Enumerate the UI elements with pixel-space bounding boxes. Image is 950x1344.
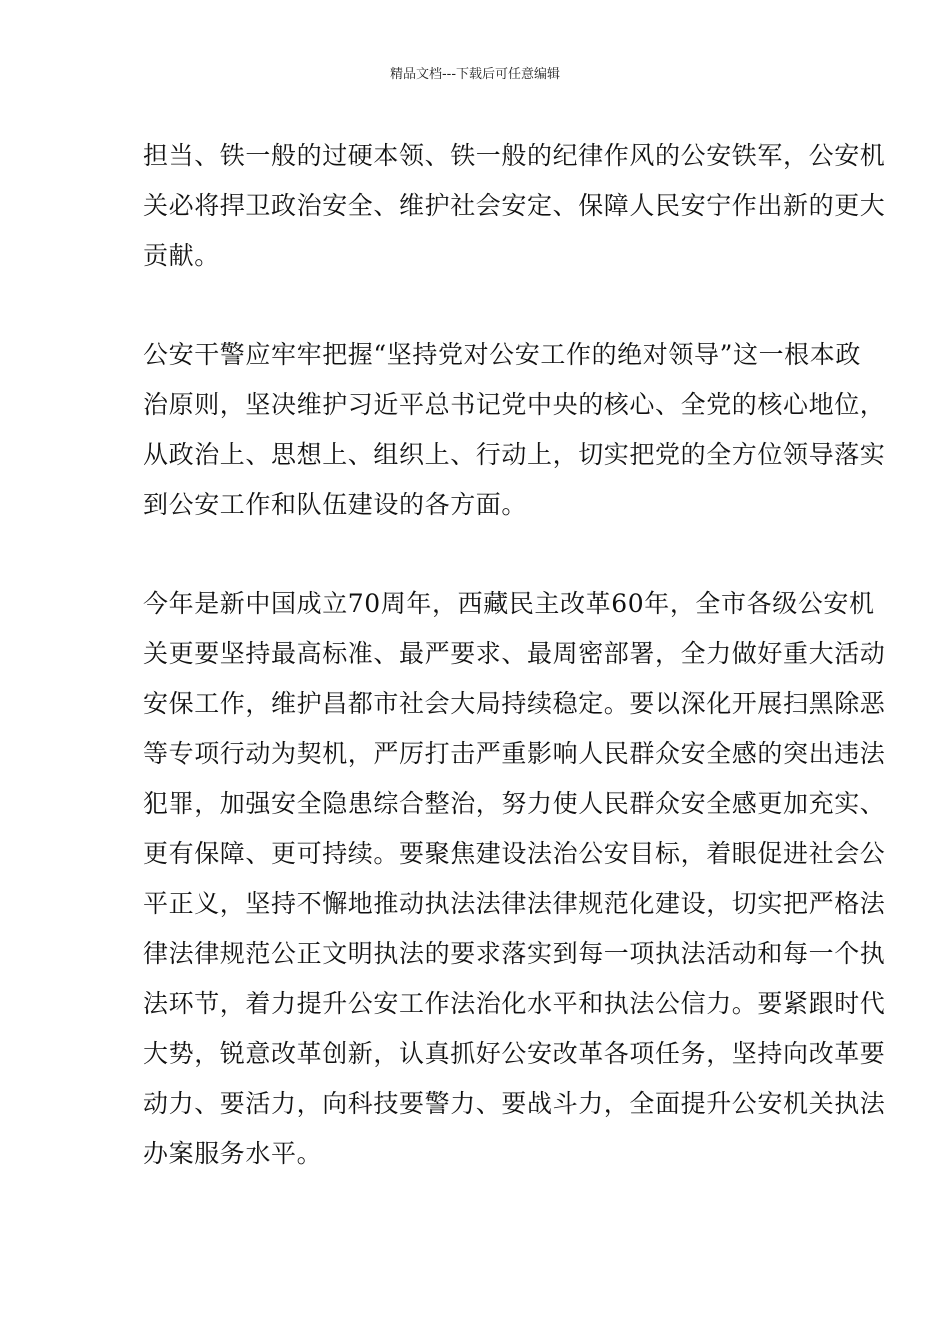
text-line: 犯罪，加强安全隐患综合整治，努力使人民群众安全感更加充实、	[143, 789, 886, 818]
text-line: 等专项行动为契机，严厉打击严重影响人民群众安全感的突出违法	[143, 739, 886, 768]
text-line: 更有保障、更可持续。要聚焦建设法治公安目标，着眼促进社会公	[143, 839, 886, 868]
page-header: 精品文档---下载后可任意编辑	[389, 67, 561, 82]
text-line: 贡献。	[143, 241, 220, 270]
paragraph-3	[143, 579, 886, 1179]
text-line: 大势，锐意改革创新，认真抓好公安改革各项任务，坚持向改革要	[143, 1039, 886, 1068]
text-line: 今年是新中国成立70周年，西藏民主改革60年，全市各级公安机	[143, 589, 875, 618]
text-line: 律法律规范公正文明执法的要求落实到每一项执法活动和每一个执	[143, 939, 886, 968]
text-line: 关更要坚持最高标准、最严要求、最周密部署，全力做好重大活动	[143, 639, 886, 668]
text-line: 办案服务水平。	[143, 1139, 323, 1168]
document-body	[143, 131, 886, 1228]
text-line: 平正义，坚持不懈地推动执法法律法律规范化建设，切实把严格法	[143, 889, 886, 918]
text-line: 到公安工作和队伍建设的各方面。	[143, 490, 528, 519]
text-line: 关必将捍卫政治安全、维护社会安定、保障人民安宁作出新的更大	[143, 191, 886, 220]
text-line: 安保工作，维护昌都市社会大局持续稳定。要以深化开展扫黑除恶	[143, 689, 886, 718]
text-line: 担当、铁一般的过硬本领、铁一般的纪律作风的公安铁军，公安机	[143, 141, 886, 170]
text-line: 法环节，着力提升公安工作法治化水平和执法公信力。要紧跟时代	[143, 989, 886, 1018]
text-line: 动力、要活力，向科技要警力、要战斗力，全面提升公安机关执法	[143, 1089, 886, 1118]
paragraph-2	[143, 330, 886, 530]
paragraph-1	[143, 131, 886, 281]
text-line: 治原则，坚决维护习近平总书记党中央的核心、全党的核心地位，	[143, 390, 886, 419]
text-line: 公安干警应牢牢把握“坚持党对公安工作的绝对领导”这一根本政	[143, 340, 861, 369]
text-line: 从政治上、思想上、组织上、行动上，切实把党的全方位领导落实	[143, 440, 886, 469]
